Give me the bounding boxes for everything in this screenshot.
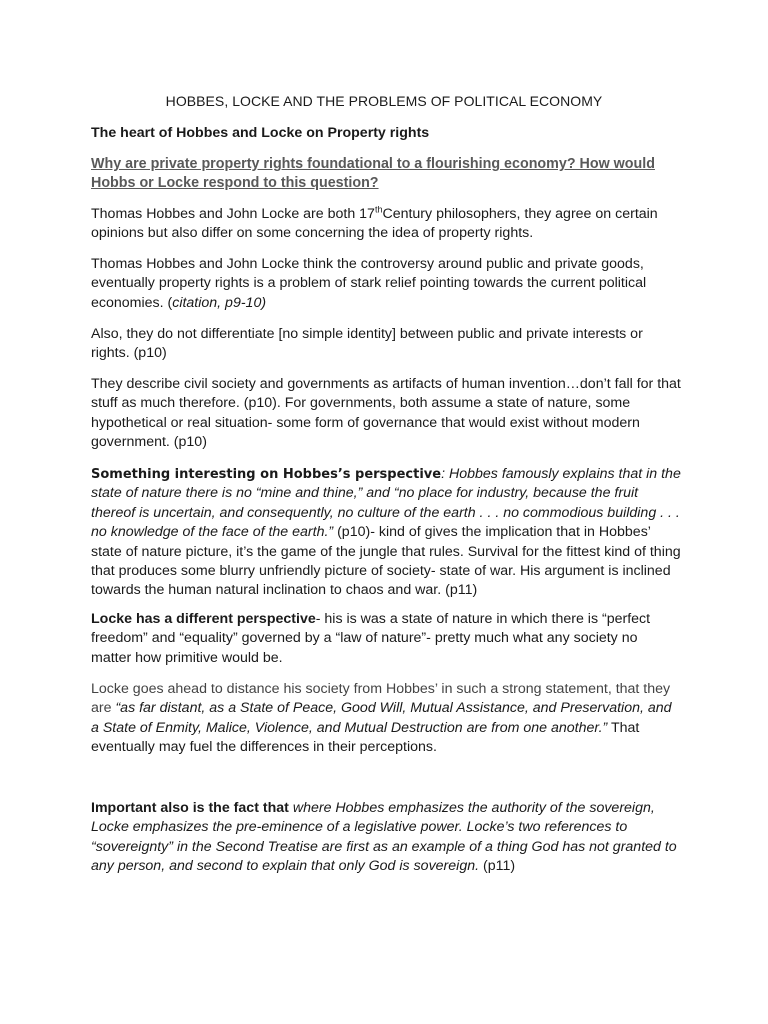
locke-distance-text-a: Locke goes ahead to distance his society from Hobbes’ in such a strong statement, that they are xyxy=(91,681,671,717)
locke-lead: Locke has a different perspective xyxy=(91,611,316,627)
hobbes-commentary: (p10)- kind of gives the implication that in Hobbes’ state of nature picture, it’s the game of the jungle that rules. Survival for the fittest kind of thing that produces some blurry unfriendly picture of society- state of war. His argument is inclined towards the human natural inclination to chaos and war. (p11) xyxy=(91,524,681,599)
paragraph-differentiate: Also, they do not differentiate [no simple identity] between public and private interests or rights. (p10) xyxy=(91,326,643,362)
paragraph-civil-society: They describe civil society and governments as artifacts of human invention…don’t fall for that stuff as much therefore. (p10). For governments, both assume a state of nature, some hypothetical or real situation- some form of governance that would exist without modern government. (p10) xyxy=(91,376,681,451)
sovereignty-citation: (p11) xyxy=(479,858,516,875)
guiding-question: Why are private property rights foundational to a flourishing economy? How would Hobbs or Locke respond to this question? xyxy=(91,156,655,192)
paragraph-locke-distance xyxy=(91,680,681,758)
paragraph-hobbes-perspective xyxy=(91,465,681,601)
ordinal-suffix: th xyxy=(374,204,383,215)
paragraph-intro xyxy=(91,205,681,244)
hobbes-quote: : Hobbes famously explains that in the state of nature there is no “mine and thine,” and “no place for industry, because the fruit thereof is uncertain, and consequently, no culture of the earth . . . no commodious building . . . no knowledge of the face of the earth.” xyxy=(91,466,681,541)
section-subheading: The heart of Hobbes and Locke on Property rights xyxy=(91,125,430,141)
locke-distance-text-b: That eventually may fuel the differences in their perceptions. xyxy=(91,719,640,756)
document-title: HOBBES, LOCKE AND THE PROBLEMS OF POLITICAL ECONOMY xyxy=(165,93,603,109)
locke-commentary: - his is was a state of nature in which there is “perfect freedom” and “equality” governed by a “law of nature”- pretty much what any society no matter how primitive would be. xyxy=(91,611,651,666)
sovereignty-lead: Important also is the fact that xyxy=(91,800,289,816)
paragraph-locke-perspective xyxy=(91,610,681,668)
paragraph-controversy-text: Thomas Hobbes and John Locke think the controversy around public and private goods, eventually property rights is a problem of stark relief pointing towards the current political economies. ( xyxy=(91,256,647,311)
paragraph-intro-text-a: Thomas Hobbes and John Locke are both 17 xyxy=(91,206,375,222)
paragraph-controversy xyxy=(91,255,681,313)
hobbes-lead: Something interesting on Hobbes’s perspective xyxy=(91,467,442,482)
paragraph-intro-text-b: Century philosophers, they agree on certain opinions but also differ on some concerning the idea of property rights. xyxy=(91,206,658,242)
locke-distance-quote: “as far distant, as a State of Peace, Good Will, Mutual Assistance, and Preservation, and a State of Enmity, Malice, Violence, and Mutual Destruction are from one another.” xyxy=(91,700,672,736)
paragraph-sovereignty xyxy=(91,799,681,877)
citation: citation, p9-10) xyxy=(172,294,267,311)
sovereignty-text: where Hobbes emphasizes the authority of the sovereign, Locke emphasizes the pre-eminence of a legislative power. Locke’s two references to “sovereignty” in the Second Treatise are first as an example of a thing God has not granted to any person, and second to explain that only God is sovereign. xyxy=(91,800,677,875)
